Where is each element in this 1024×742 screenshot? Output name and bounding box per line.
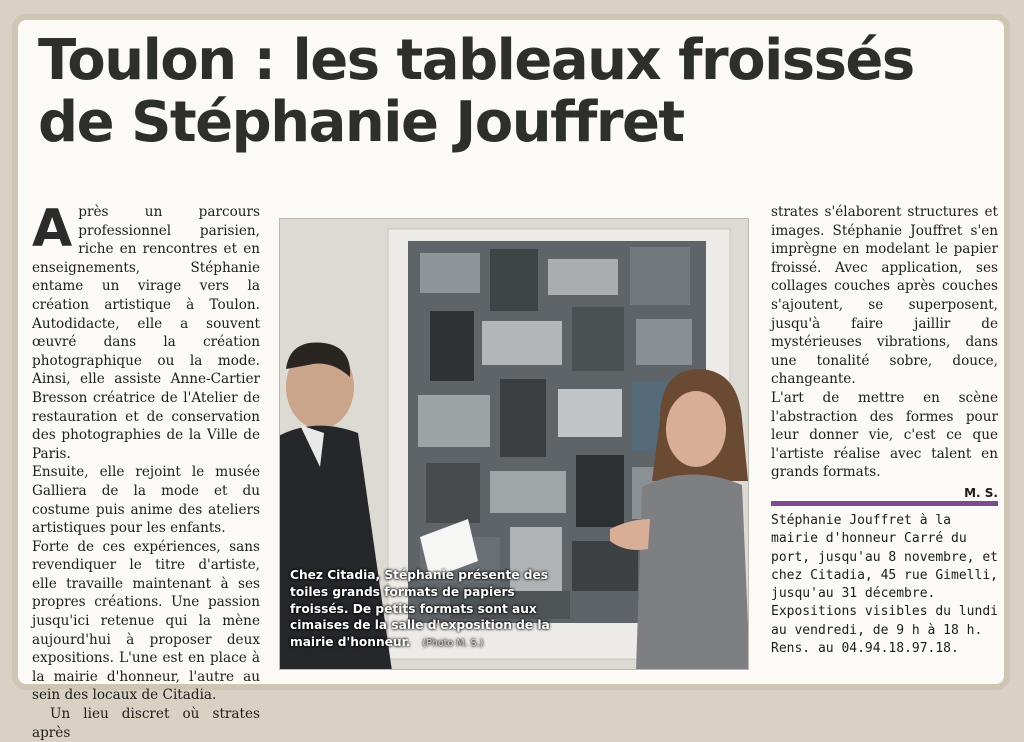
paragraph-6: L'art de mettre en scène l'abstraction des formes pour leur donner vie, c'est ce que l'artiste réalise avec talent en grands formats. <box>771 389 998 481</box>
headline-line-1: Toulon : les tableaux froissés <box>38 28 914 93</box>
paragraph-3: Forte de ces expériences, sans revendiquer le titre d'artiste, elle travaille maintenant à ses propres créations. Une passion jusqu'ici retenue qui la mène aujourd'hui à proposer deux expositions. L'une est en place à la mairie d'honneur, l'autre au sein des locaux de Citadia. <box>32 538 260 704</box>
paragraph-2: Ensuite, elle rejoint le musée Galliera de la mode et du costume puis anime des ateliers artistiques pour les enfants. <box>32 464 260 537</box>
photo-credit: (Photo M. S.) <box>422 638 484 650</box>
article-column-left <box>32 199 260 742</box>
info-line-1: Stéphanie Jouffret à la mairie d'honneur Carré du port, jusqu'au 8 novembre, et chez Citadia, 45 rue Gimelli, jusqu'au 31 décembre. <box>771 513 998 602</box>
headline-line-2: de Stéphanie Jouffret <box>38 90 684 155</box>
author-signature: M. S. <box>964 485 998 500</box>
article-column-right <box>771 203 998 503</box>
drop-cap: A <box>32 199 73 259</box>
paragraph-1-text: près un parcours professionnel parisien, riche en rencontres et en enseignements, Stéphanie entame un virage vers la création artistique à Toulon. Autodidacte, elle a souvent œuvré dans la création photographique ou la mode. Ainsi, elle assiste Anne-Cartier Bresson créatrice de l'Atelier de restauration et de conservation des photographies de la Ville de Paris. <box>32 204 260 462</box>
info-line-2: Expositions visibles du lundi au vendredi, de 9 h à 18 h. <box>771 604 998 638</box>
photo-caption <box>290 567 572 653</box>
paragraph-1 <box>32 199 260 463</box>
caption-text: Chez Citadia, Stéphanie présente des toiles grands formats de papiers froissés. De petits formats sont aux cimaises de la salle d'exposition de la mairie d'honneur. <box>290 568 550 650</box>
paragraph-5: strates s'élaborent structures et images. Stéphanie Jouffret s'en imprègne en modelant le papier froissé. Avec application, ses collages couches après couches s'ajoutent, se superposent, jusqu'à faire jaillir de mystérieuses vibrations, dans une tonalité sobre, douce, changeante. <box>771 204 998 388</box>
info-box-rule <box>771 501 998 506</box>
article-photo <box>279 218 749 670</box>
info-box <box>771 512 999 658</box>
paragraph-4: Un lieu discret où strates après <box>32 706 260 741</box>
info-line-3: Rens. au 04.94.18.97.18. <box>771 641 959 657</box>
headline <box>38 30 914 154</box>
